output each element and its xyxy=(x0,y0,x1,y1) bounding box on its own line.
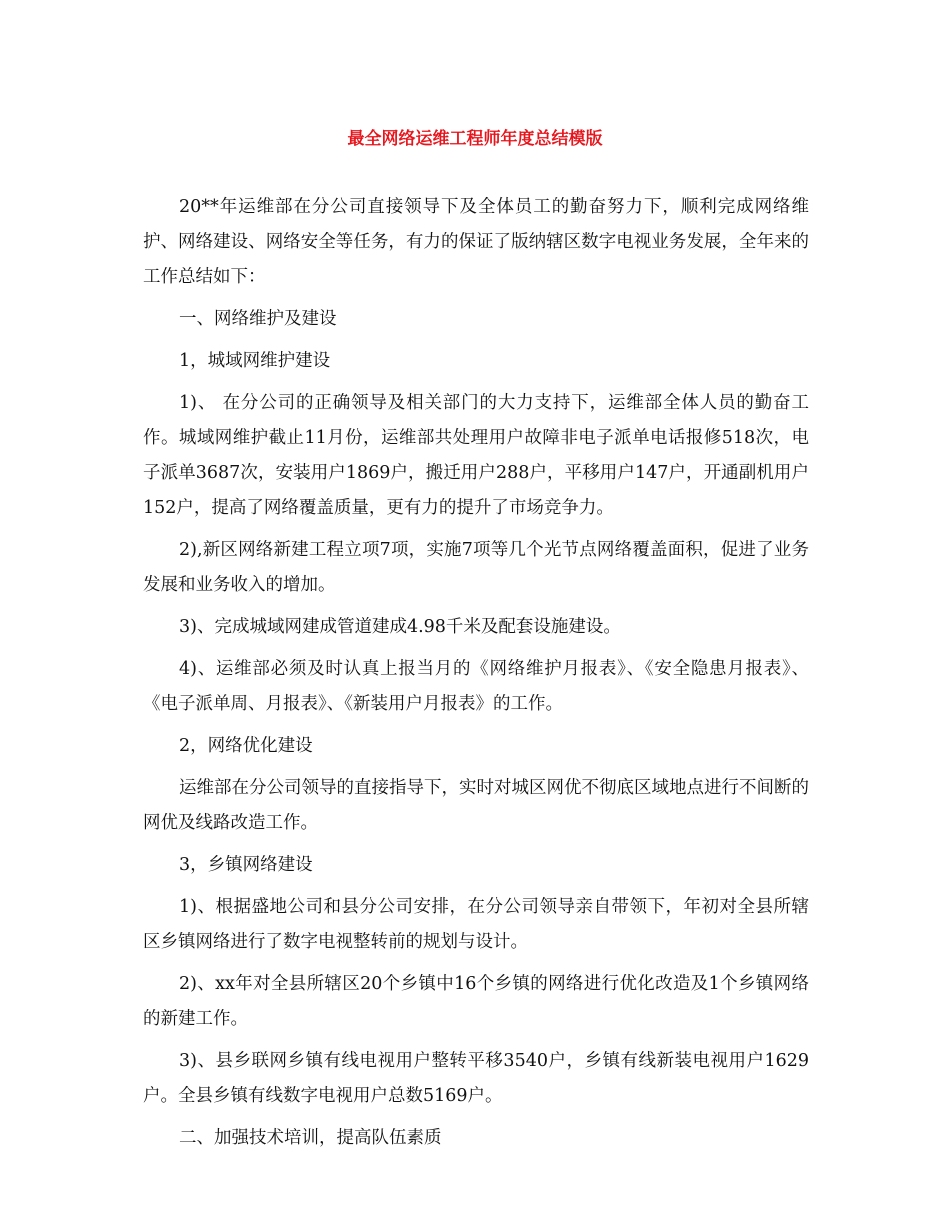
subsection-heading-network-optimization: 2，网络优化建设 xyxy=(179,736,313,756)
section-heading-technical-training: 二、加强技术培训，提高队伍素质 xyxy=(179,1128,442,1148)
document-body xyxy=(143,190,809,1163)
section-heading-network-maintenance: 一、网络维护及建设 xyxy=(179,309,337,329)
paragraph-township-item-2: 2)、xx年对全县所辖区20个乡镇中16个乡镇的网络进行优化改造及1个乡镇网络的新建工作。 xyxy=(143,974,809,1029)
paragraph-metro-item-1: 1)、 在分公司的正确领导及相关部门的大力支持下，运维部全体人员的勤奋工作。城域网维护截止11月份，运维部共处理用户故障非电子派单电话报修518次，电子派单3687次，安装用户1869户，搬迁用户288户，平移用户147户，开通副机用户152户，提高了网络覆盖质量，更有力的提升了市场竞争力。 xyxy=(143,393,809,518)
paragraph-metro-item-2: 2),新区网络新建工程立项7项，实施7项等几个光节点网络覆盖面积，促进了业务发展和业务收入的增加。 xyxy=(143,540,809,595)
paragraph-intro: 20**年运维部在分公司直接领导下及全体员工的勤奋努力下，顺利完成网络维护、网络建设、网络安全等任务，有力的保证了版纳辖区数字电视业务发展，全年来的工作总结如下： xyxy=(143,197,809,287)
subsection-heading-township-network: 3，乡镇网络建设 xyxy=(179,855,313,875)
subsection-heading-metro-network: 1，城域网维护建设 xyxy=(179,351,331,371)
paragraph-township-item-1: 1)、根据盛地公司和县分公司安排，在分公司领导亲自带领下，年初对全县所辖区乡镇网络进行了数字电视整转前的规划与设计。 xyxy=(143,897,809,952)
paragraph-optimization: 运维部在分公司领导的直接指导下，实时对城区网优不彻底区域地点进行不间断的网优及线路改造工作。 xyxy=(143,778,809,833)
paragraph-metro-item-3: 3)、完成城域网建成管道建成4.98千米及配套设施建设。 xyxy=(179,617,621,637)
document-title: 最全网络运维工程师年度总结模版 xyxy=(347,129,603,149)
paragraph-metro-item-4: 4)、运维部必须及时认真上报当月的《网络维护月报表》、《安全隐患月报表》、《电子派单周、月报表》、《新装用户月报表》的工作。 xyxy=(143,659,809,714)
paragraph-township-item-3: 3)、县乡联网乡镇有线电视用户整转平移3540户，乡镇有线新装电视用户1629户。全县乡镇有线数字电视用户总数5169户。 xyxy=(143,1051,809,1106)
